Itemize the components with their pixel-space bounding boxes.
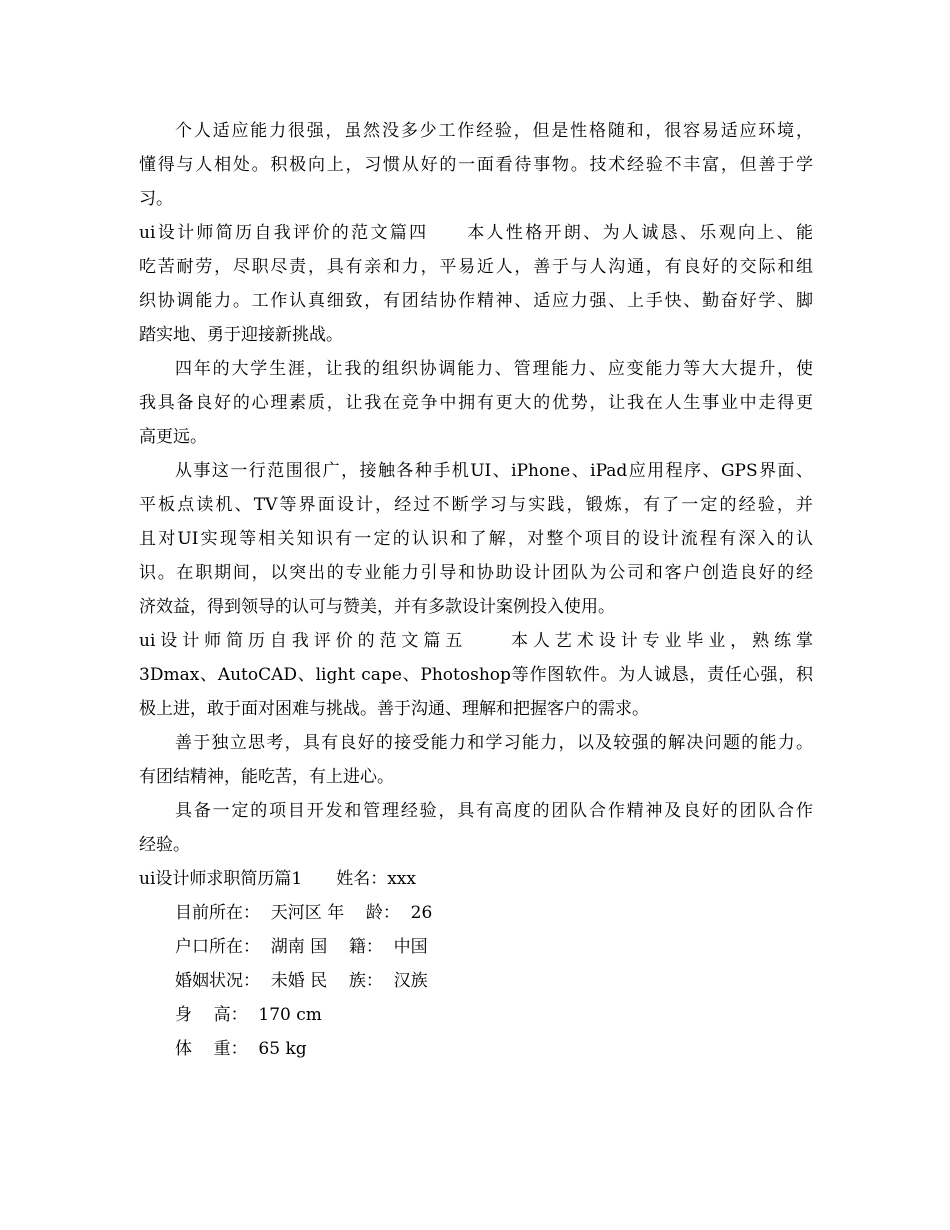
paragraph-line: 织协调能力。工作认真细致，有团结协作精神、适应力强、上手快、勤奋好学、脚 <box>139 291 813 311</box>
info-row: 体 重： 65 kg <box>175 1039 307 1059</box>
paragraph-line: 有团结精神，能吃苦，有上进心。 <box>139 767 394 787</box>
paragraph-line: 四年的大学生涯，让我的组织协调能力、管理能力、应变能力等大大提升，使 <box>175 359 813 379</box>
info-row: 户口所在： 湖南 国 籍： 中国 <box>175 937 428 957</box>
document-body <box>139 114 813 1066</box>
section-heading-line: ui设计师简历自我评价的范文篇五 本人艺术设计专业毕业，熟练掌 <box>139 631 813 651</box>
paragraph-line: 经验。 <box>139 835 190 855</box>
paragraph-line: 平板点读机、TV等界面设计，经过不断学习与实践，锻炼，有了一定的经验，并 <box>139 495 813 515</box>
section-heading-line: ui设计师简历自我评价的范文篇四 本人性格开朗、为人诚恳、乐观向上、能 <box>139 223 813 243</box>
paragraph-line: 我具备良好的心理素质，让我在竞争中拥有更大的优势，让我在人生事业中走得更 <box>139 393 813 413</box>
paragraph-line: 极上进，敢于面对困难与挑战。善于沟通、理解和把握客户的需求。 <box>139 699 649 719</box>
paragraph-line: 识。在职期间，以突出的专业能力引导和协助设计团队为公司和客户创造良好的经 <box>139 563 813 583</box>
paragraph-line: 踏实地、勇于迎接新挑战。 <box>139 325 343 345</box>
paragraph-line: 善于独立思考，具有良好的接受能力和学习能力，以及较强的解决问题的能力。 <box>175 733 813 753</box>
paragraph-line: 个人适应能力很强，虽然没多少工作经验，但是性格随和，很容易适应环境， <box>175 121 813 141</box>
paragraph-line: 懂得与人相处。积极向上，习惯从好的一面看待事物。技术经验不丰富，但善于学 <box>139 155 813 175</box>
paragraph-line: 吃苦耐劳，尽职尽责，具有亲和力，平易近人，善于与人沟通，有良好的交际和组 <box>139 257 813 277</box>
paragraph-line: 习。 <box>139 189 173 209</box>
section-heading-line: ui设计师求职简历篇1 姓名：xxx <box>139 869 416 889</box>
info-row: 婚姻状况： 未婚 民 族： 汉族 <box>175 971 428 991</box>
info-row: 身 高： 170 cm <box>175 1005 322 1025</box>
paragraph-line: 且对UI实现等相关知识有一定的认识和了解，对整个项目的设计流程有深入的认 <box>139 529 813 549</box>
paragraph-line: 济效益，得到领导的认可与赞美，并有多款设计案例投入使用。 <box>139 597 615 617</box>
paragraph-line: 从事这一行范围很广，接触各种手机UI、iPhone、iPad应用程序、GPS界面、 <box>175 461 813 481</box>
paragraph-line: 高更远。 <box>139 427 207 447</box>
paragraph-line: 具备一定的项目开发和管理经验，具有高度的团队合作精神及良好的团队合作 <box>175 801 813 821</box>
info-row: 目前所在： 天河区 年 龄： 26 <box>175 903 433 923</box>
paragraph-line: 3Dmax、AutoCAD、light cape、Photoshop等作图软件。为人诚恳，责任心强，积 <box>139 665 813 685</box>
